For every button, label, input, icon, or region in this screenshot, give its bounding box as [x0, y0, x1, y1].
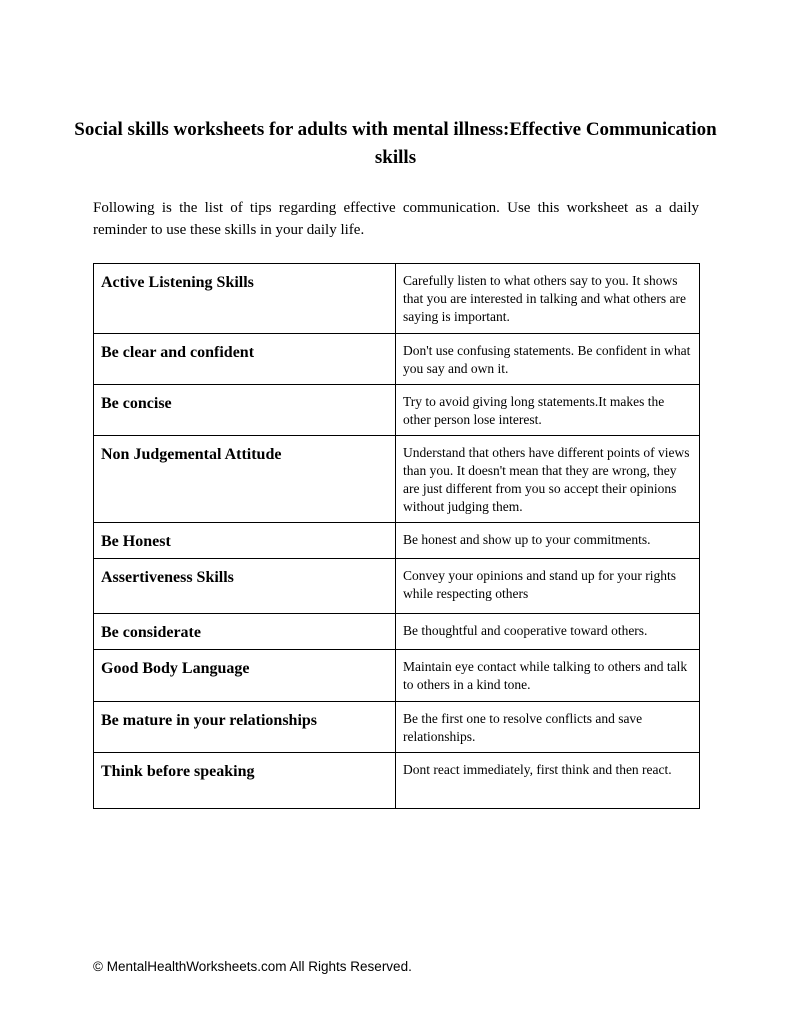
skill-description: Be the first one to resolve conflicts and save relationships. [396, 702, 700, 753]
table-row [94, 264, 700, 334]
skill-name: Non Judgemental Attitude [94, 436, 396, 523]
table-row [94, 753, 700, 809]
skill-description: Convey your opinions and stand up for your rights while respecting others [396, 559, 700, 614]
skill-name: Assertiveness Skills [94, 559, 396, 614]
copyright-footer: © MentalHealthWorksheets.com All Rights Reserved. [93, 959, 412, 974]
skill-description: Be thoughtful and cooperative toward others. [396, 614, 700, 650]
skill-name: Think before speaking [94, 753, 396, 809]
table-row [94, 614, 700, 650]
table-row [94, 436, 700, 523]
skill-description: Maintain eye contact while talking to others and talk to others in a kind tone. [396, 650, 700, 702]
skill-description: Try to avoid giving long statements.It makes the other person lose interest. [396, 385, 700, 436]
skill-name: Good Body Language [94, 650, 396, 702]
skill-name: Active Listening Skills [94, 264, 396, 334]
skill-description: Be honest and show up to your commitments. [396, 523, 700, 559]
skill-name: Be mature in your relationships [94, 702, 396, 753]
intro-paragraph: Following is the list of tips regarding effective communication. Use this worksheet as a daily reminder to use these skills in your daily life. [93, 200, 699, 238]
skill-name: Be considerate [94, 614, 396, 650]
skill-name: Be Honest [94, 523, 396, 559]
skill-description: Dont react immediately, first think and then react. [396, 753, 700, 809]
table-row [94, 523, 700, 559]
skill-description: Don't use confusing statements. Be confident in what you say and own it. [396, 334, 700, 385]
table-row [94, 650, 700, 702]
skill-description: Understand that others have different points of views than you. It doesn't mean that they are wrong, they are just different from you so accept their opinions without judging them. [396, 436, 700, 523]
table-row [94, 702, 700, 753]
table-row [94, 559, 700, 614]
table-row [94, 334, 700, 385]
skill-name: Be clear and confident [94, 334, 396, 385]
tips-table [93, 263, 700, 809]
skill-name: Be concise [94, 385, 396, 436]
page-title: Social skills worksheets for adults with mental illness:Effective Communication skills [74, 119, 717, 168]
table-row [94, 385, 700, 436]
skill-description: Carefully listen to what others say to you. It shows that you are interested in talking and what others are saying is important. [396, 264, 700, 334]
